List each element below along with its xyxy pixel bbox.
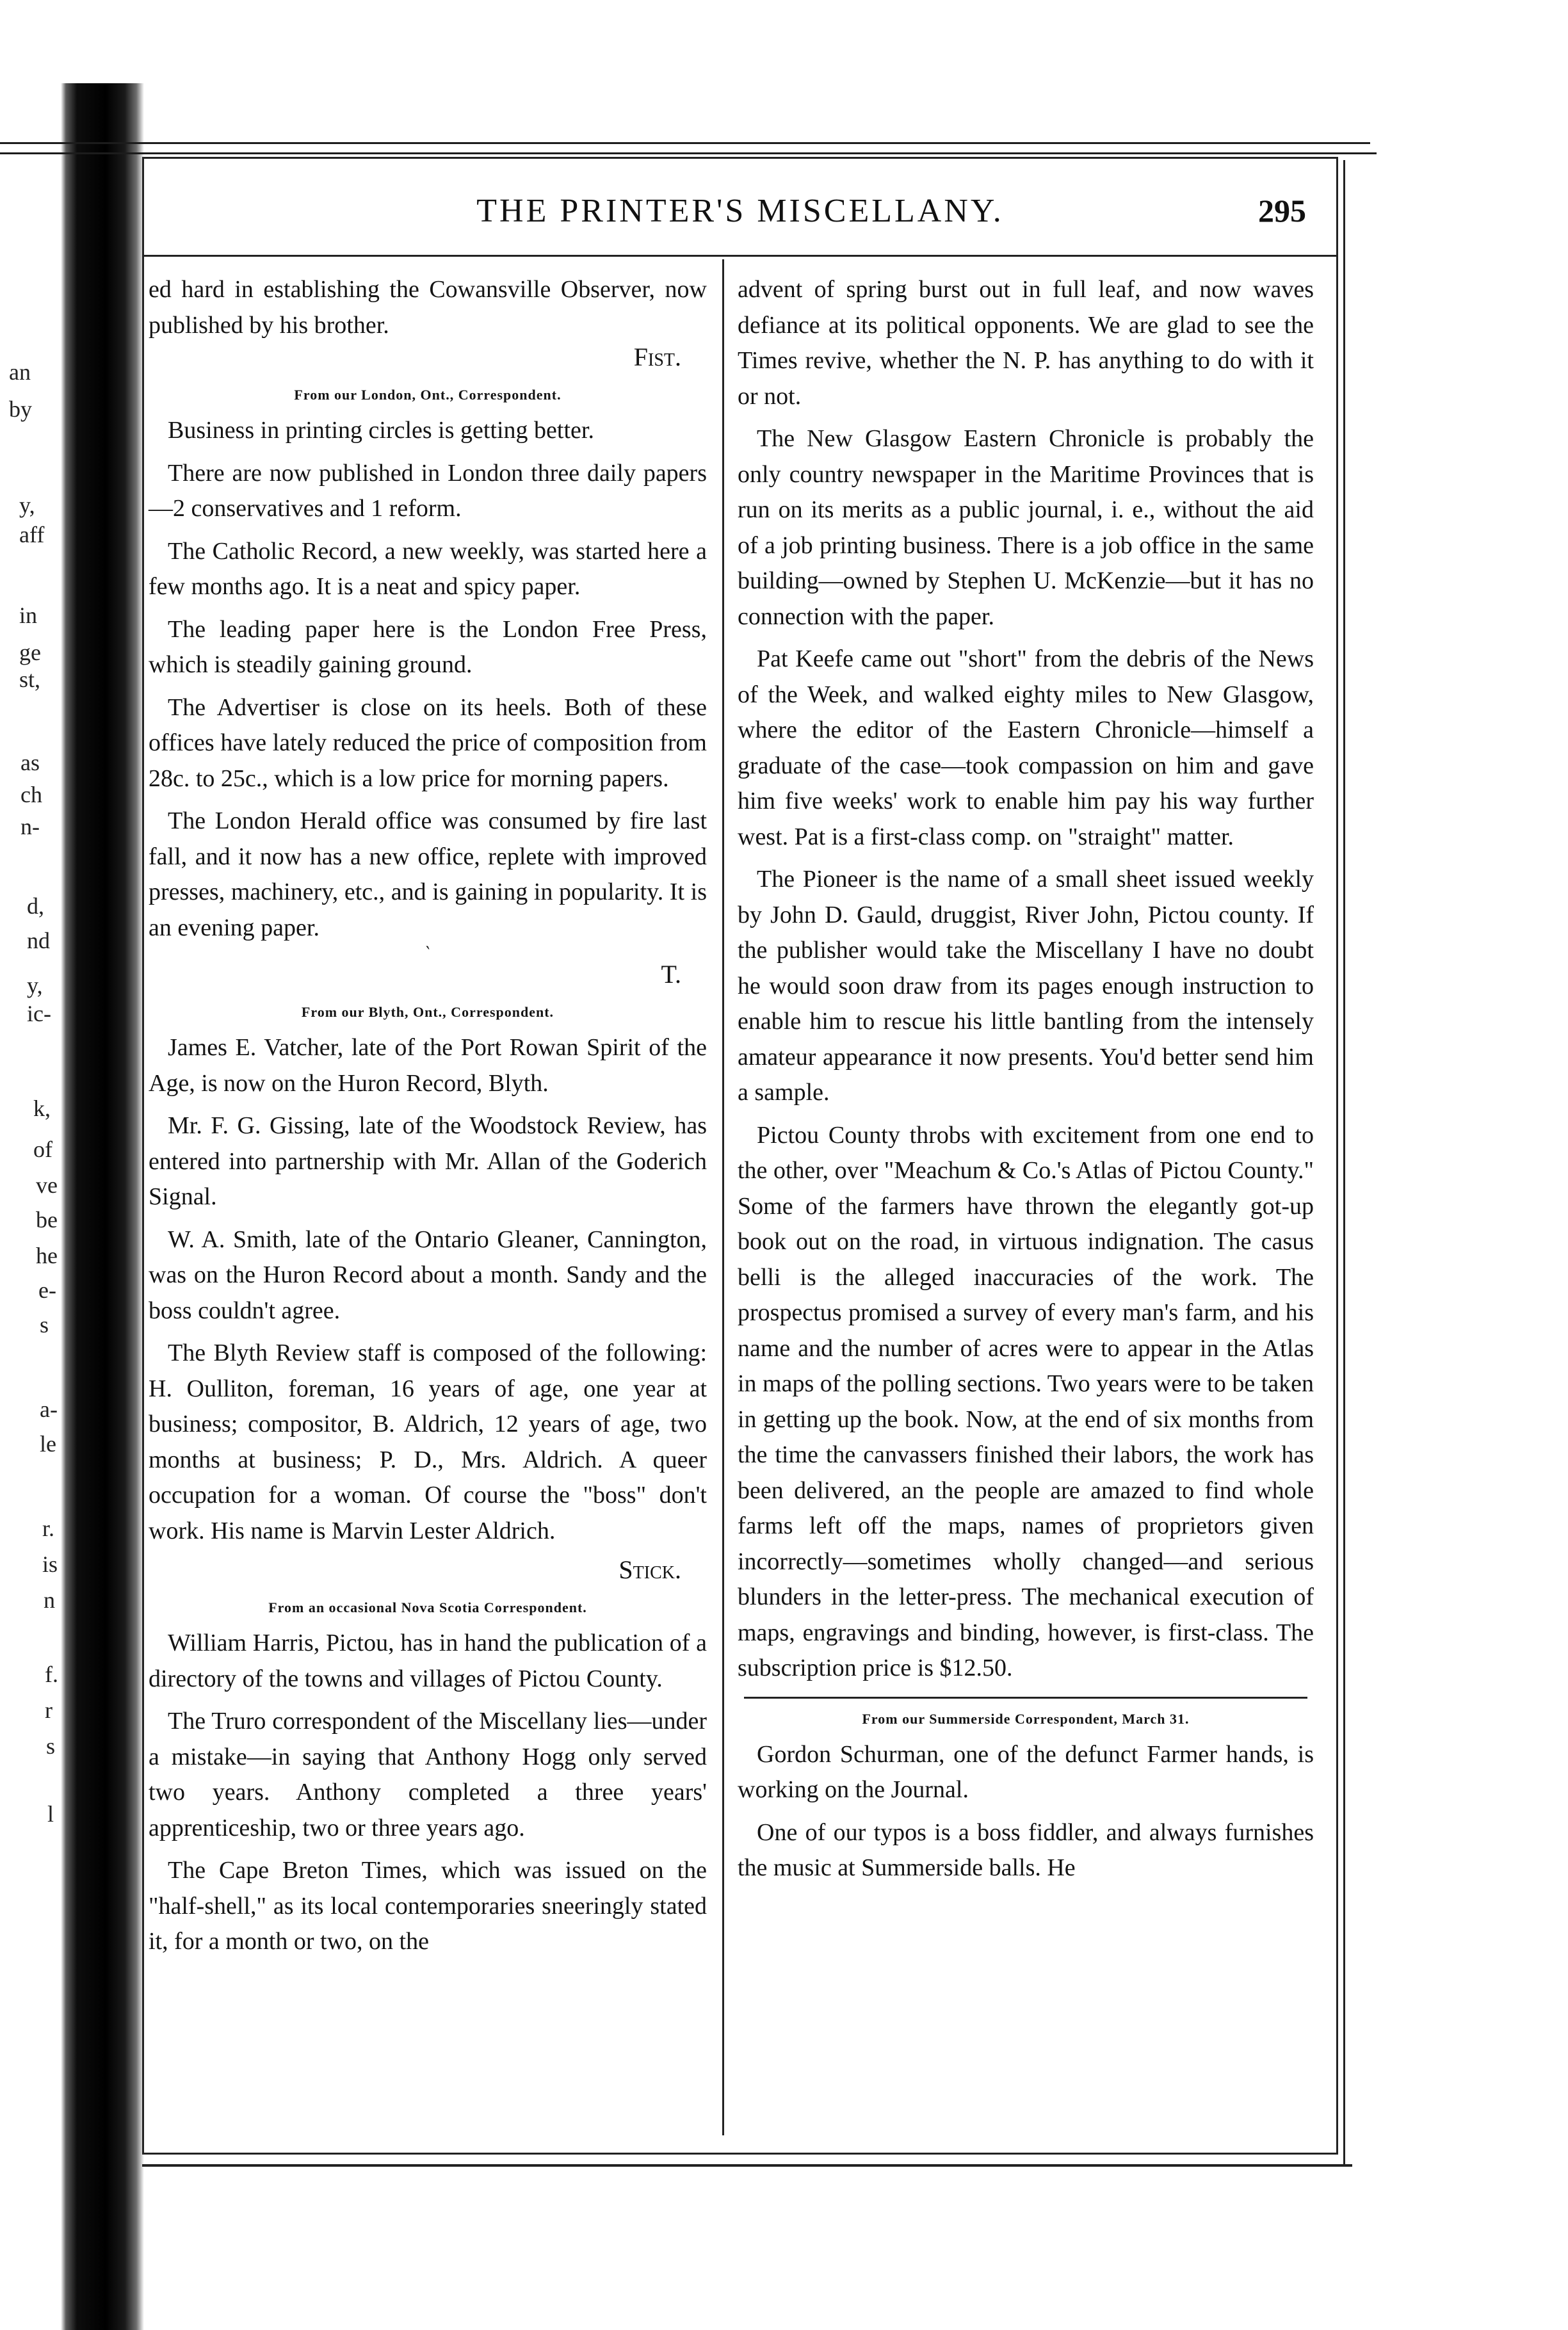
paragraph: The London Herald office was consumed by fire last fall, and it now has a new office, replete with improved presses, machinery, etc., and is gaining in popularity. It is an evening paper. [149,807,707,941]
correspondent-dateline: From our Blyth, Ont., Correspondent. [301,1004,554,1020]
fragment: n- [20,814,40,839]
paragraph: advent of spring burst out in full leaf, and now waves defiance at its political opponents. We are glad to see the Times revive, whether the N. P. has anything to do with it or not. [738,276,1314,410]
paragraph: William Harris, Pictou, has in hand the publication of a directory of the towns and villages of Pictou County. [149,1630,707,1692]
paragraph: Pat Keefe came out "short" from the debris of the News of the Week, and walked eighty miles to New Glasgow, where the editor of the Eastern Chronicle—himself a graduate of the case—took compassion on him and gave him five weeks' work to enable him pay his way further west. Pat is a first-class comp. on "straight" matter. [738,645,1314,850]
paragraph: The leading paper here is the London Free Press, which is steadily gaining ground. [149,615,707,678]
paragraph: There are now published in London three daily papers—2 conservatives and 1 reform. [149,459,707,522]
paragraph: W. A. Smith, late of the Ontario Gleaner, Cannington, was on the Huron Record about a month. Sandy and the boss couldn't agree. [149,1226,707,1324]
fragment: s [40,1312,49,1338]
fragment: ve [36,1172,58,1198]
correspondent-signature: Fist. [633,343,681,371]
column-divider [722,259,724,2135]
correspondent-signature: Stick. [618,1555,681,1584]
fragment: ic- [27,1001,51,1026]
correspondent-signature: T. [661,960,681,989]
paragraph: The Cape Breton Times, which was issued on the "half-shell," as its local contemporaries sneeringly stated it, for a month or two, on the [149,1857,707,1955]
paragraph: The Catholic Record, a new weekly, was started here a few months ago. It is a neat and spicy paper. [149,537,707,600]
paragraph: One of our typos is a boss fiddler, and always furnishes the music at Summerside balls. He [738,1818,1314,1881]
section-rule [744,1697,1307,1699]
paragraph: Mr. F. G. Gissing, late of the Woodstock Review, has entered into partnership with Mr. Allan of the Goderich Signal. [149,1112,707,1210]
page-header [142,192,1338,243]
fragment: ch [20,782,42,807]
fragment: le [40,1431,56,1457]
paragraph: Business in printing circles is getting better. [168,417,594,444]
fragment: as [20,750,40,775]
top-border-rule [0,142,1370,144]
fragment: he [36,1243,58,1268]
fragment: k, [33,1096,51,1121]
fragment: r [45,1697,53,1723]
fragment: s [46,1733,56,1759]
page-frame-bottom-rule [142,2164,1352,2167]
paragraph: The Blyth Review staff is composed of the following: H. Oulliton, foreman, 16 years of age, one year at business; compositor, B. Aldrich, 12 years of age, two months at business; P. D., Mrs. Aldrich. A queer occupation for a woman. Of course the "boss" don't work. His name is Marvin Lester Aldrich. [149,1339,707,1544]
left-column [149,272,707,1967]
paragraph: Gordon Schurman, one of the defunct Farmer hands, is working on the Journal. [738,1740,1314,1803]
fragment: nd [27,928,50,953]
fragment: y, [19,492,35,518]
fragment: f. [45,1662,58,1687]
paragraph: The Advertiser is close on its heels. Both of these offices have lately reduced the price of composition from 28c. to 25c., which is a low price for morning papers. [149,693,707,792]
fragment: r. [42,1516,55,1541]
running-head: THE PRINTER'S MISCELLANY. [476,193,1004,229]
fragment: st, [19,667,41,692]
paragraph: Pictou County throbs with excitement from one end to the other, over "Meachum & Co.'s Atlas of Pictou County." Some of the farmers have thrown the elegantly got-up book out on the road, in virtuous indignation. The casus belli is the alleged inaccuracies of the work. The prospectus promised a survey of every man's farm, and his name and the number of acres were to appear in the Atlas in maps of the polling sections. Two years were to be taken in getting up the book. Now, at the end of six months from the time the canvassers finished their labors, the work has been delivered, an the people are amazed to find whole farms left off the maps, names of proprietors given incorrectly—sometimes wholly changed—and serious blunders in the letter-press. The mechanical execution of maps, engravings and binding, however, is first-class. The subscription price is $12.50. [738,1121,1314,1681]
fragment: ge [19,640,41,665]
fragment: be [36,1207,58,1233]
paragraph: James E. Vatcher, late of the Port Rowan Spirit of the Age, is now on the Huron Record, Blyth. [149,1034,707,1097]
fragment: n [44,1587,55,1613]
header-rule [142,255,1338,257]
fragment: a- [40,1396,58,1422]
right-column [738,272,1314,1893]
fragment: in [19,603,38,628]
fragment: e- [38,1277,56,1303]
adjacent-page-fragments [0,359,70,1827]
paragraph: ed hard in establishing the Cowansville Observer, now published by his brother. [149,276,707,339]
fragment: d, [27,893,44,919]
paragraph: The Truro correspondent of the Miscellany lies—under a mistake—in saying that Anthony Hogg only served two years. Anthony completed a three years' apprenticeship, two or three years ago. [149,1708,707,1841]
fragment: y, [27,973,43,998]
fragment: of [33,1137,53,1162]
fragment: l [47,1801,54,1827]
fragment: aff [19,522,45,547]
correspondent-dateline: From an occasional Nova Scotia Correspondent. [268,1599,587,1615]
fragment: is [42,1551,58,1577]
fragment: an [9,359,31,385]
top-border-rule-inner [0,152,1377,154]
book-binding-shadow [61,83,144,2330]
page-frame-right-rule [1343,160,1345,2164]
fragment: by [9,396,32,422]
correspondent-dateline: From our Summerside Correspondent, March 31. [862,1710,1190,1727]
paragraph: The New Glasgow Eastern Chronicle is probably the only country newspaper in the Maritime Provinces that is run on its merits as a public journal, i. e., without the aid of a job printing business. There is a job office in the same building—owned by Stephen U. McKenzie—but it has no connection with the paper. [738,425,1314,630]
page-number: 295 [1258,193,1306,229]
printer-mark: ‵ [425,944,430,964]
paragraph: The Pioneer is the name of a small sheet issued weekly by John D. Gauld, druggist, River John, Pictou county. If the publisher would take the Miscellany I have no doubt he would soon draw from its pages enough instruction to enable him to rescue his little bantling from the intensely amateur appearance it now presents. You'd better send him a sample. [738,866,1314,1106]
correspondent-dateline: From our London, Ont., Correspondent. [294,387,562,403]
